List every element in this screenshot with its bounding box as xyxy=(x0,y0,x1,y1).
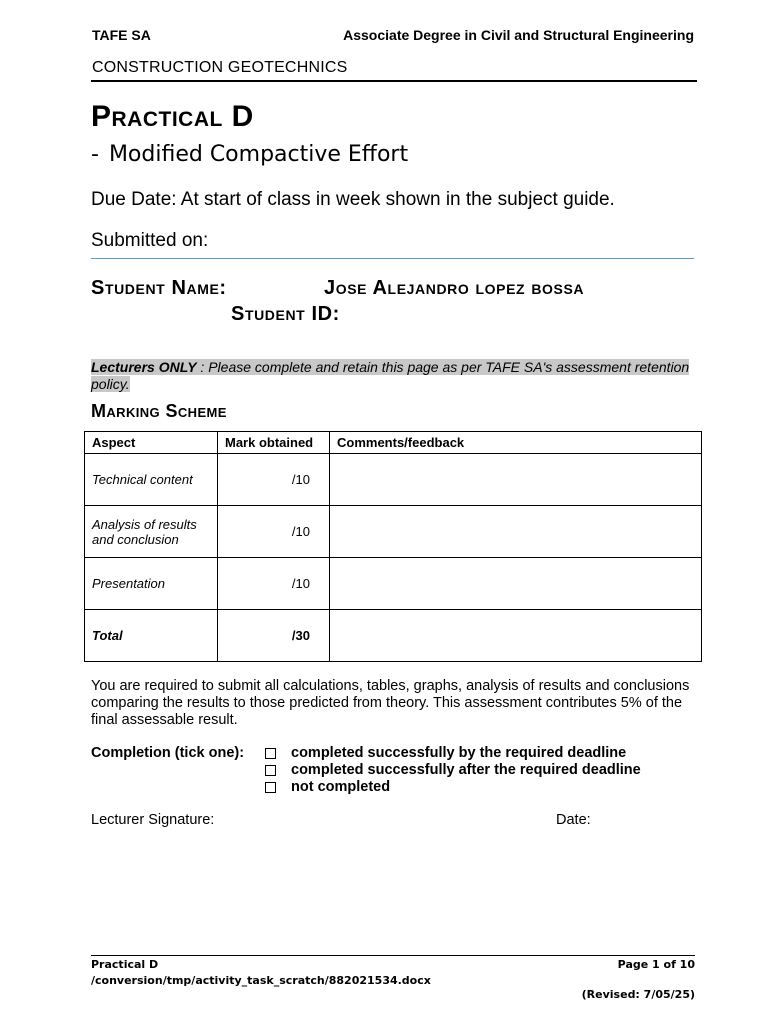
comment-cell xyxy=(330,454,702,506)
completion-option xyxy=(265,762,641,778)
mark-cell: /30 xyxy=(218,610,330,662)
header-divider xyxy=(91,80,697,82)
lecturer-note-text: : Please complete and retain this page as per TAFE SA's assessment retention policy. xyxy=(91,359,690,392)
checkbox[interactable] xyxy=(265,748,276,759)
marking-table xyxy=(84,431,702,662)
student-id-label: Student ID: xyxy=(231,303,340,325)
table-header-row xyxy=(85,432,702,454)
lecturer-note xyxy=(91,359,695,393)
lecturer-signature-label: Lecturer Signature: xyxy=(91,812,215,828)
table-row-total xyxy=(85,610,702,662)
footer-doc-name: Practical D xyxy=(91,958,159,971)
checkbox[interactable] xyxy=(265,782,276,793)
column-header: Comments/feedback xyxy=(330,432,702,454)
completion-option xyxy=(265,779,390,795)
footer-page-number: Page 1 of 10 xyxy=(617,958,695,971)
instructions-paragraph: You are required to submit all calculations, tables, graphs, analysis of results and conclusions comparing the results to those predicted from theory. This assessment contributes 5% of the final assessable result. xyxy=(91,678,690,728)
due-date: Due Date: At start of class in week shown in the subject guide. xyxy=(91,189,615,210)
subtitle-text: Modified Compactive Effort xyxy=(108,142,409,167)
completion-option-label: completed successfully by the required deadline xyxy=(291,745,627,761)
aspect-cell: Analysis of results and conclusion xyxy=(85,506,218,558)
column-header: Aspect xyxy=(85,432,218,454)
footer-divider xyxy=(91,955,695,956)
comment-cell xyxy=(330,558,702,610)
page-title: Practical D xyxy=(91,100,254,133)
column-header: Mark obtained xyxy=(218,432,330,454)
table-row xyxy=(85,454,702,506)
subtitle-dash: - xyxy=(91,142,99,167)
comment-cell xyxy=(330,610,702,662)
mark-cell: /10 xyxy=(218,454,330,506)
footer-path: /conversion/tmp/activity_task_scratch/882021534.docx xyxy=(91,974,431,987)
student-name-value: Jose Alejandro lopez bossa xyxy=(324,277,585,299)
page-subtitle xyxy=(91,142,408,167)
mark-cell: /10 xyxy=(218,558,330,610)
table-row xyxy=(85,558,702,610)
aspect-cell: Total xyxy=(85,610,218,662)
checkbox[interactable] xyxy=(265,765,276,776)
lecturer-note-bold: Lecturers ONLY xyxy=(91,359,197,375)
marking-scheme-heading: Marking Scheme xyxy=(91,401,227,421)
aspect-cell: Technical content xyxy=(85,454,218,506)
mark-cell: /10 xyxy=(218,506,330,558)
completion-option-label: completed successfully after the required deadline xyxy=(291,762,641,778)
subject-title: CONSTRUCTION GEOTECHNICS xyxy=(92,59,348,76)
header-course: Associate Degree in Civil and Structural Engineering xyxy=(343,27,694,43)
comment-cell xyxy=(330,506,702,558)
aspect-cell: Presentation xyxy=(85,558,218,610)
submitted-on: Submitted on: xyxy=(91,230,209,251)
date-label: Date: xyxy=(556,812,591,828)
completion-option xyxy=(265,745,626,761)
header-org: TAFE SA xyxy=(92,27,151,43)
completion-label: Completion (tick one): xyxy=(91,745,245,761)
table-row xyxy=(85,506,702,558)
submitted-divider xyxy=(91,258,694,259)
footer-revised: (Revised: 7/05/25) xyxy=(581,988,695,1001)
student-name-label: Student Name: xyxy=(91,277,227,299)
completion-option-label: not completed xyxy=(291,779,391,795)
